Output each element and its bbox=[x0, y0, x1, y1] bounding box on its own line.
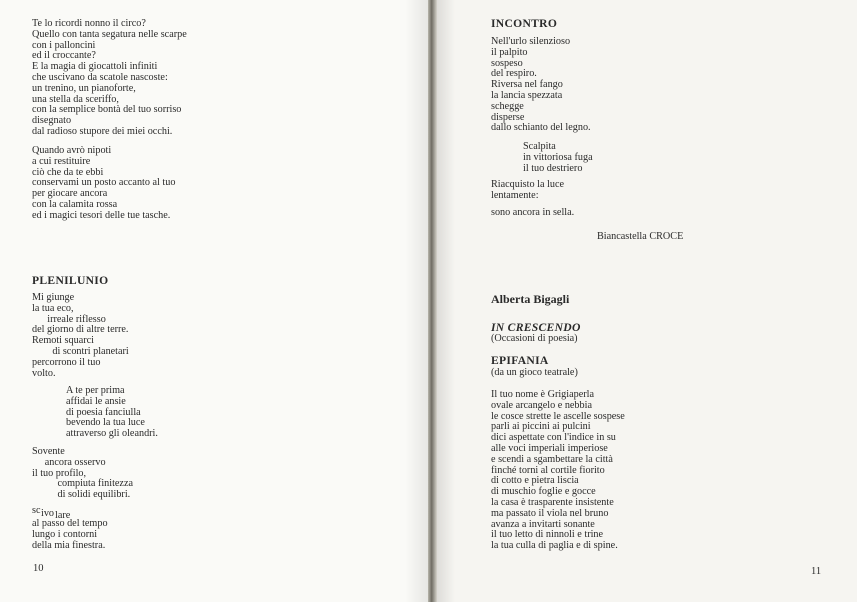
poem-line: il tuo profilo, bbox=[32, 467, 87, 479]
poem-line: Riacquisto la luce bbox=[491, 179, 564, 190]
poem-epifania-subtitle bbox=[491, 368, 578, 379]
poem-line: irreale riflesso bbox=[32, 313, 106, 325]
poem-title-epifania: EPIFANIA bbox=[491, 354, 549, 367]
poem-line: ciò che da te ebbi bbox=[32, 166, 104, 178]
poem-plenilunio-stanza-4 bbox=[32, 519, 108, 551]
poem-line: a cui restituire bbox=[32, 155, 91, 167]
collection-title: IN CRESCENDO bbox=[491, 321, 581, 334]
poem-line: Quello con tanta segatura nelle scarpe bbox=[32, 28, 187, 40]
poem-line: la tua culla di paglia e di spine. bbox=[491, 540, 618, 552]
collection-subtitle bbox=[491, 334, 578, 345]
poem-line: Il tuo nome è Grigiaperla bbox=[491, 389, 594, 400]
subtitle-line: (da un gioco teatrale) bbox=[491, 367, 578, 378]
poem-line: A te per prima bbox=[66, 385, 125, 396]
poem-incontro-stanza-2 bbox=[523, 142, 593, 174]
poem-title-plenilunio: PLENILUNIO bbox=[32, 274, 109, 287]
poem-line: Riversa nel fango bbox=[491, 79, 563, 91]
poem-line: la tua eco, bbox=[32, 302, 74, 314]
poem-line: bevendo la tua luce bbox=[66, 417, 145, 429]
right-page bbox=[437, 0, 857, 602]
poem-line: dal radioso stupore dei miei occhi. bbox=[32, 125, 173, 137]
poem-circo-stanza-2 bbox=[32, 146, 175, 222]
poem-line: di poesia fanciulla bbox=[66, 406, 141, 418]
poem-line: ancora osservo bbox=[32, 456, 106, 468]
poem-line: avanza a invitarti sonante bbox=[491, 518, 595, 530]
poem-line: che uscivano da scatole nascoste: bbox=[32, 71, 168, 83]
poem-line: la lancia spezzata bbox=[491, 89, 563, 101]
poem-line: e scendi a sgambettare la città bbox=[491, 453, 613, 465]
poem-signature: Biancastella CROCE bbox=[597, 231, 684, 242]
poem-line: un trenino, un pianoforte, bbox=[32, 82, 136, 94]
poem-line: di scontri planetari bbox=[32, 345, 129, 357]
poem-line: conservami un posto accanto al tuo bbox=[32, 177, 176, 189]
poem-line: del respiro. bbox=[491, 68, 537, 80]
poem-line: ed i magici tesori delle tue tasche. bbox=[32, 209, 171, 221]
poem-line: il palpito bbox=[491, 46, 528, 58]
poem-line: ed il croccante? bbox=[32, 50, 96, 62]
poem-line: lungo i contorni bbox=[32, 528, 98, 540]
poem-plenilunio-stanza-2 bbox=[66, 386, 158, 440]
poem-line: finché torni al cortile fiorito bbox=[491, 464, 605, 476]
poem-incontro-stanza-4 bbox=[491, 208, 574, 219]
poem-line: le cosce strette le ascelle sospese bbox=[491, 410, 625, 422]
poem-line: al passo del tempo bbox=[32, 518, 108, 529]
book-gutter bbox=[428, 0, 437, 602]
poem-line: Scalpita bbox=[523, 141, 556, 152]
poem-line: attraverso gli oleandri. bbox=[66, 428, 158, 440]
poem-line: una stella da sceriffo, bbox=[32, 93, 119, 105]
poem-line: parli ai piccini ai pulcini bbox=[491, 421, 591, 433]
author-name: Alberta Bigagli bbox=[491, 292, 570, 306]
poem-line: con i palloncini bbox=[32, 39, 96, 51]
left-page bbox=[0, 0, 428, 602]
poem-line: disperse bbox=[491, 111, 525, 123]
poem-line: Nell'urlo silenzioso bbox=[491, 36, 571, 47]
poem-line: Mi giunge bbox=[32, 292, 75, 303]
poem-line: affidai le ansie bbox=[66, 395, 126, 407]
poem-line: volto. bbox=[32, 367, 56, 379]
poem-line: disegnato bbox=[32, 115, 72, 127]
scivolare-part-3: lare bbox=[55, 510, 71, 521]
poem-line: il tuo destriero bbox=[523, 162, 583, 174]
poem-line: dici aspettate con l'indice in su bbox=[491, 432, 616, 444]
poem-line: con la semplice bontà del tuo sorriso bbox=[32, 104, 182, 116]
poem-line: il tuo letto di ninnoli e trine bbox=[491, 529, 604, 541]
poem-line: del giorno di altre terre. bbox=[32, 324, 129, 336]
poem-line: alle voci imperiali imperiose bbox=[491, 442, 608, 454]
poem-line: Remoti squarci bbox=[32, 335, 94, 347]
poem-line: dallo schianto del legno. bbox=[491, 122, 591, 134]
poem-line: di cotto e pietra liscia bbox=[491, 475, 579, 487]
scivolare-part-2: ivo bbox=[41, 508, 55, 519]
poem-line: Sovente bbox=[32, 446, 65, 457]
poem-circo-stanza-1 bbox=[32, 19, 187, 138]
page-number-right: 11 bbox=[811, 566, 822, 577]
poem-line: schegge bbox=[491, 100, 524, 112]
poem-line: di muschio foglie e gocce bbox=[491, 486, 596, 498]
poem-line: della mia finestra. bbox=[32, 539, 106, 551]
poem-line: per giocare ancora bbox=[32, 188, 108, 200]
poem-incontro-stanza-3 bbox=[491, 180, 564, 202]
poem-line: in vittoriosa fuga bbox=[523, 151, 593, 163]
poem-line: lentamente: bbox=[491, 189, 539, 201]
poem-plenilunio-stanza-1 bbox=[32, 293, 129, 379]
poem-line: compiuta finitezza bbox=[32, 478, 133, 490]
poem-line: sospeso bbox=[491, 57, 523, 69]
poem-line: percorrono il tuo bbox=[32, 356, 101, 368]
poem-line: ma passato il viola nel bruno bbox=[491, 507, 609, 519]
poem-line: Quando avrò nipoti bbox=[32, 145, 112, 156]
poem-title-incontro: INCONTRO bbox=[491, 17, 558, 30]
poem-line: Te lo ricordi nonno il circo? bbox=[32, 18, 146, 29]
poem-epifania-text bbox=[491, 390, 625, 552]
scivolare-part-1: sc bbox=[32, 505, 41, 516]
page-number-left: 10 bbox=[33, 563, 44, 574]
poem-line: la casa è trasparente insistente bbox=[491, 496, 614, 508]
subtitle-line: (Occasioni di poesia) bbox=[491, 333, 578, 344]
poem-incontro-stanza-1 bbox=[491, 37, 591, 134]
poem-line: sono ancora in sella. bbox=[491, 207, 575, 218]
page-curve-shadow bbox=[405, 0, 428, 602]
poem-line: di solidi equilibri. bbox=[32, 489, 131, 501]
poem-plenilunio-stanza-3 bbox=[32, 447, 133, 501]
poem-line: con la calamita rossa bbox=[32, 198, 118, 210]
poem-line: E la magia di giocattoli infiniti bbox=[32, 61, 158, 73]
poem-line: ovale arcangelo e nebbia bbox=[491, 399, 592, 411]
